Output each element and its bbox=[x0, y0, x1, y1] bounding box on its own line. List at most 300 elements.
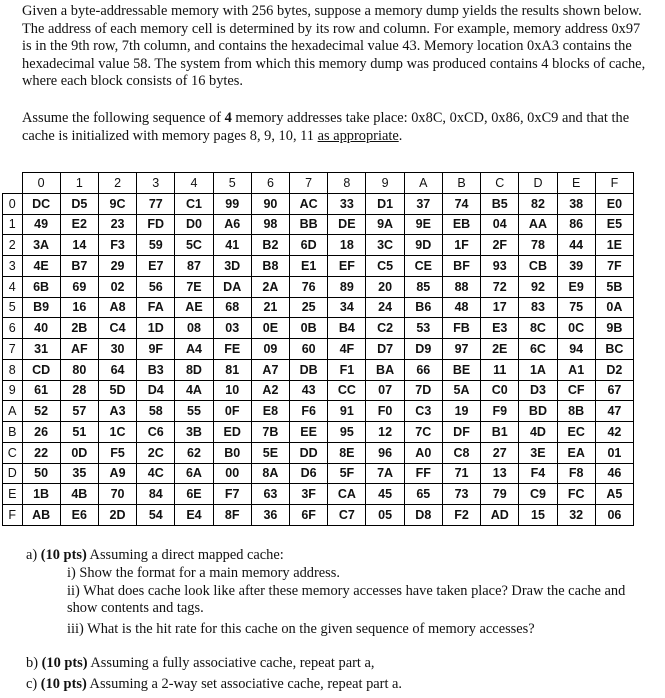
memory-cell: 1B bbox=[22, 484, 60, 505]
memory-cell: B3 bbox=[137, 359, 175, 380]
memory-cell: CC bbox=[328, 380, 366, 401]
question-c bbox=[26, 676, 402, 693]
memory-cell: 4A bbox=[175, 380, 213, 401]
memory-cell: 54 bbox=[137, 505, 175, 526]
memory-cell: 52 bbox=[22, 401, 60, 422]
row-header: E bbox=[3, 484, 23, 505]
memory-cell: 72 bbox=[481, 276, 519, 297]
memory-cell: F3 bbox=[98, 235, 136, 256]
memory-cell: 32 bbox=[557, 505, 595, 526]
memory-cell: 66 bbox=[404, 359, 442, 380]
assumption-text-end: . bbox=[398, 127, 403, 144]
memory-cell: 70 bbox=[98, 484, 136, 505]
column-header: 4 bbox=[175, 173, 213, 194]
memory-cell: 31 bbox=[22, 339, 60, 360]
memory-cell: DC bbox=[22, 193, 60, 214]
memory-cell: C4 bbox=[98, 318, 136, 339]
memory-cell: 5C bbox=[175, 235, 213, 256]
memory-cell: 15 bbox=[519, 505, 557, 526]
memory-cell: 45 bbox=[366, 484, 404, 505]
memory-cell: BA bbox=[366, 359, 404, 380]
memory-cell: FA bbox=[137, 297, 175, 318]
memory-cell: 80 bbox=[60, 359, 98, 380]
row-header: C bbox=[3, 442, 23, 463]
memory-cell: C8 bbox=[442, 442, 480, 463]
column-header-row bbox=[3, 173, 634, 194]
assumption-paragraph bbox=[22, 110, 650, 145]
memory-cell: B2 bbox=[251, 235, 289, 256]
memory-cell: 5B bbox=[595, 276, 633, 297]
column-header: 6 bbox=[251, 173, 289, 194]
question-a-i: i) Show the format for a main memory address. bbox=[67, 565, 340, 581]
memory-cell: 22 bbox=[22, 442, 60, 463]
memory-cell: 28 bbox=[60, 380, 98, 401]
memory-cell: F2 bbox=[442, 505, 480, 526]
memory-cell: 90 bbox=[251, 193, 289, 214]
memory-cell: 79 bbox=[481, 484, 519, 505]
question-a-text: Assuming a direct mapped cache: bbox=[86, 547, 284, 563]
memory-cell: B6 bbox=[404, 297, 442, 318]
table-row bbox=[3, 256, 634, 277]
memory-cell: 42 bbox=[595, 422, 633, 443]
memory-cell: E6 bbox=[60, 505, 98, 526]
memory-cell: 4E bbox=[22, 256, 60, 277]
memory-cell: 40 bbox=[22, 318, 60, 339]
memory-dump-table bbox=[2, 172, 634, 526]
memory-cell: 85 bbox=[404, 276, 442, 297]
memory-cell: B4 bbox=[328, 318, 366, 339]
memory-cell: 0D bbox=[60, 442, 98, 463]
memory-cell: 43 bbox=[290, 380, 328, 401]
memory-cell: 4D bbox=[519, 422, 557, 443]
memory-cell: B5 bbox=[481, 193, 519, 214]
memory-cell: D8 bbox=[404, 505, 442, 526]
memory-cell: 97 bbox=[442, 339, 480, 360]
memory-cell: BF bbox=[442, 256, 480, 277]
memory-cell: E8 bbox=[251, 401, 289, 422]
memory-cell: FE bbox=[213, 339, 251, 360]
question-a bbox=[26, 547, 284, 564]
memory-cell: 05 bbox=[366, 505, 404, 526]
memory-cell: 6A bbox=[175, 463, 213, 484]
memory-cell: 57 bbox=[60, 401, 98, 422]
memory-cell: 51 bbox=[60, 422, 98, 443]
memory-cell: BE bbox=[442, 359, 480, 380]
memory-cell: 02 bbox=[98, 276, 136, 297]
question-a-ii: ii) What does cache look like after these memory accesses have taken place? Draw the cache and show contents and tags. bbox=[67, 583, 626, 617]
memory-cell: 0F bbox=[213, 401, 251, 422]
memory-cell: 08 bbox=[175, 318, 213, 339]
memory-cell: 6B bbox=[22, 276, 60, 297]
row-header: F bbox=[3, 505, 23, 526]
memory-cell: 11 bbox=[481, 359, 519, 380]
memory-cell: 3F bbox=[290, 484, 328, 505]
memory-cell: 56 bbox=[137, 276, 175, 297]
memory-cell: 7C bbox=[404, 422, 442, 443]
memory-cell: 58 bbox=[137, 401, 175, 422]
memory-cell: CA bbox=[328, 484, 366, 505]
memory-cell: 2C bbox=[137, 442, 175, 463]
memory-cell: 5E bbox=[251, 442, 289, 463]
question-c-text: Assuming a 2-way set associative cache, repeat part a. bbox=[86, 676, 403, 692]
memory-cell: 34 bbox=[328, 297, 366, 318]
memory-cell: 5A bbox=[442, 380, 480, 401]
table-row bbox=[3, 193, 634, 214]
column-header: 3 bbox=[137, 173, 175, 194]
memory-cell: D0 bbox=[175, 214, 213, 235]
memory-cell: A6 bbox=[213, 214, 251, 235]
table-row bbox=[3, 339, 634, 360]
row-header: 1 bbox=[3, 214, 23, 235]
memory-cell: 83 bbox=[519, 297, 557, 318]
memory-cell: AC bbox=[290, 193, 328, 214]
memory-cell: 0B bbox=[290, 318, 328, 339]
memory-cell: F6 bbox=[290, 401, 328, 422]
memory-cell: 7D bbox=[404, 380, 442, 401]
memory-cell: 86 bbox=[557, 214, 595, 235]
table-row bbox=[3, 463, 634, 484]
question-b bbox=[26, 655, 374, 672]
table-row bbox=[3, 359, 634, 380]
column-header: A bbox=[404, 173, 442, 194]
memory-cell: 0C bbox=[557, 318, 595, 339]
memory-cell: 3D bbox=[213, 256, 251, 277]
memory-cell: 38 bbox=[557, 193, 595, 214]
memory-cell: CF bbox=[557, 380, 595, 401]
as-appropriate-phrase: as appropriate bbox=[317, 127, 399, 144]
memory-cell: 9F bbox=[137, 339, 175, 360]
memory-cell: B0 bbox=[213, 442, 251, 463]
memory-cell: 60 bbox=[290, 339, 328, 360]
table-row bbox=[3, 235, 634, 256]
memory-cell: 16 bbox=[60, 297, 98, 318]
memory-cell: AF bbox=[60, 339, 98, 360]
row-header: D bbox=[3, 463, 23, 484]
column-header: E bbox=[557, 173, 595, 194]
memory-cell: 76 bbox=[290, 276, 328, 297]
memory-cell: AD bbox=[481, 505, 519, 526]
memory-cell: 30 bbox=[98, 339, 136, 360]
memory-cell: 6E bbox=[175, 484, 213, 505]
question-b-text: Assuming a fully associative cache, repeat part a, bbox=[87, 655, 375, 671]
memory-cell: 4F bbox=[328, 339, 366, 360]
memory-cell: 81 bbox=[213, 359, 251, 380]
memory-cell: 26 bbox=[22, 422, 60, 443]
memory-cell: EA bbox=[557, 442, 595, 463]
memory-cell: 8D bbox=[175, 359, 213, 380]
row-header: 8 bbox=[3, 359, 23, 380]
table-row bbox=[3, 276, 634, 297]
memory-cell: 27 bbox=[481, 442, 519, 463]
memory-cell: 9D bbox=[404, 235, 442, 256]
assumption-text-start: Assume the following sequence of bbox=[22, 110, 225, 126]
memory-cell: 8A bbox=[251, 463, 289, 484]
memory-cell: 29 bbox=[98, 256, 136, 277]
question-b-label: b) bbox=[26, 655, 42, 671]
memory-cell: D3 bbox=[519, 380, 557, 401]
memory-cell: F1 bbox=[328, 359, 366, 380]
memory-cell: 19 bbox=[442, 401, 480, 422]
memory-cell: 2E bbox=[481, 339, 519, 360]
memory-cell: 4C bbox=[137, 463, 175, 484]
memory-cell: EE bbox=[290, 422, 328, 443]
memory-cell: D9 bbox=[404, 339, 442, 360]
memory-cell: F8 bbox=[557, 463, 595, 484]
table-row bbox=[3, 401, 634, 422]
memory-cell: A1 bbox=[557, 359, 595, 380]
memory-cell: 6F bbox=[290, 505, 328, 526]
memory-cell: FF bbox=[404, 463, 442, 484]
memory-cell: 65 bbox=[404, 484, 442, 505]
memory-cell: 89 bbox=[328, 276, 366, 297]
memory-cell: 8B bbox=[557, 401, 595, 422]
row-header: 9 bbox=[3, 380, 23, 401]
memory-cell: C3 bbox=[404, 401, 442, 422]
memory-cell: FD bbox=[137, 214, 175, 235]
table-corner bbox=[3, 173, 23, 194]
assumption-text-middle: memory addresses take place: 0x8C, 0xCD, 0x86, 0xC9 and that the cache is initialized with memory pages 8, 9, 10, 11 bbox=[22, 110, 630, 144]
memory-cell: CB bbox=[519, 256, 557, 277]
memory-cell: 03 bbox=[213, 318, 251, 339]
memory-cell: 7B bbox=[251, 422, 289, 443]
intro-paragraph: Given a byte-addressable memory with 256 bytes, suppose a memory dump yields the results shown below. The address of each memory cell is determined by its row and column. For example, memory address 0x97 is in the 9th row, 7th column, and contains the hexadecimal value 43. Memory location 0xA3 contains the hexadecimal value 58. The system from which this memory dump was produced contains 4 blocks of cache, where each block consists of 16 bytes. bbox=[22, 3, 646, 90]
memory-cell: B1 bbox=[481, 422, 519, 443]
memory-cell: 71 bbox=[442, 463, 480, 484]
memory-cell: 06 bbox=[595, 505, 633, 526]
memory-cell: DD bbox=[290, 442, 328, 463]
memory-cell: 41 bbox=[213, 235, 251, 256]
memory-cell: 24 bbox=[366, 297, 404, 318]
memory-cell: 09 bbox=[251, 339, 289, 360]
memory-cell: 35 bbox=[60, 463, 98, 484]
memory-cell: D7 bbox=[366, 339, 404, 360]
memory-cell: B7 bbox=[60, 256, 98, 277]
table-row bbox=[3, 297, 634, 318]
memory-cell: 1F bbox=[442, 235, 480, 256]
memory-cell: AE bbox=[175, 297, 213, 318]
memory-cell: A3 bbox=[98, 401, 136, 422]
table-row bbox=[3, 318, 634, 339]
memory-cell: A0 bbox=[404, 442, 442, 463]
memory-cell: 1A bbox=[519, 359, 557, 380]
memory-cell: 33 bbox=[328, 193, 366, 214]
memory-cell: 3E bbox=[519, 442, 557, 463]
memory-cell: 7E bbox=[175, 276, 213, 297]
memory-cell: E5 bbox=[595, 214, 633, 235]
memory-cell: BD bbox=[519, 401, 557, 422]
column-header: 2 bbox=[98, 173, 136, 194]
question-a-points: (10 pts) bbox=[40, 547, 87, 563]
memory-cell: 74 bbox=[442, 193, 480, 214]
memory-cell: 87 bbox=[175, 256, 213, 277]
memory-cell: 82 bbox=[519, 193, 557, 214]
memory-cell: DB bbox=[290, 359, 328, 380]
memory-cell: 75 bbox=[557, 297, 595, 318]
row-header: B bbox=[3, 422, 23, 443]
memory-cell: C0 bbox=[481, 380, 519, 401]
memory-cell: 95 bbox=[328, 422, 366, 443]
access-count: 4 bbox=[224, 110, 232, 126]
memory-cell: 8F bbox=[213, 505, 251, 526]
question-c-label: c) bbox=[26, 676, 41, 692]
memory-cell: 64 bbox=[98, 359, 136, 380]
memory-cell: 0E bbox=[251, 318, 289, 339]
memory-cell: 39 bbox=[557, 256, 595, 277]
memory-cell: 6C bbox=[519, 339, 557, 360]
memory-cell: 7F bbox=[595, 256, 633, 277]
memory-cell: AA bbox=[519, 214, 557, 235]
memory-cell: BC bbox=[595, 339, 633, 360]
memory-cell: 07 bbox=[366, 380, 404, 401]
memory-cell: D6 bbox=[290, 463, 328, 484]
memory-cell: 18 bbox=[328, 235, 366, 256]
memory-cell: 68 bbox=[213, 297, 251, 318]
memory-cell: 2F bbox=[481, 235, 519, 256]
memory-cell: EC bbox=[557, 422, 595, 443]
memory-cell: 62 bbox=[175, 442, 213, 463]
memory-cell: 91 bbox=[328, 401, 366, 422]
column-header: 0 bbox=[22, 173, 60, 194]
memory-cell: E7 bbox=[137, 256, 175, 277]
memory-cell: 04 bbox=[481, 214, 519, 235]
question-a-label: a) bbox=[26, 547, 41, 563]
column-header: 7 bbox=[290, 173, 328, 194]
row-header: 4 bbox=[3, 276, 23, 297]
memory-cell: 61 bbox=[22, 380, 60, 401]
memory-cell: C6 bbox=[137, 422, 175, 443]
row-header: 5 bbox=[3, 297, 23, 318]
memory-cell: 5D bbox=[98, 380, 136, 401]
memory-cell: 01 bbox=[595, 442, 633, 463]
memory-cell: 59 bbox=[137, 235, 175, 256]
memory-cell: 2B bbox=[60, 318, 98, 339]
table-row bbox=[3, 505, 634, 526]
memory-cell: 10 bbox=[213, 380, 251, 401]
row-header: 2 bbox=[3, 235, 23, 256]
memory-cell: 4B bbox=[60, 484, 98, 505]
memory-cell: 23 bbox=[98, 214, 136, 235]
memory-cell: A4 bbox=[175, 339, 213, 360]
memory-cell: C2 bbox=[366, 318, 404, 339]
table-row bbox=[3, 442, 634, 463]
memory-cell: A2 bbox=[251, 380, 289, 401]
memory-cell: F4 bbox=[519, 463, 557, 484]
memory-cell: 2D bbox=[98, 505, 136, 526]
memory-cell: 67 bbox=[595, 380, 633, 401]
column-header: B bbox=[442, 173, 480, 194]
memory-cell: 25 bbox=[290, 297, 328, 318]
memory-cell: 77 bbox=[137, 193, 175, 214]
row-header: 6 bbox=[3, 318, 23, 339]
memory-cell: F9 bbox=[481, 401, 519, 422]
memory-cell: 00 bbox=[213, 463, 251, 484]
memory-cell: 8C bbox=[519, 318, 557, 339]
memory-cell: 8E bbox=[328, 442, 366, 463]
memory-cell: 9A bbox=[366, 214, 404, 235]
memory-cell: 2A bbox=[251, 276, 289, 297]
memory-cell: 55 bbox=[175, 401, 213, 422]
memory-cell: 7A bbox=[366, 463, 404, 484]
row-header: 0 bbox=[3, 193, 23, 214]
memory-cell: 98 bbox=[251, 214, 289, 235]
memory-cell: 3B bbox=[175, 422, 213, 443]
memory-cell: D4 bbox=[137, 380, 175, 401]
memory-cell: 9C bbox=[98, 193, 136, 214]
row-header: 3 bbox=[3, 256, 23, 277]
row-header: 7 bbox=[3, 339, 23, 360]
memory-cell: 94 bbox=[557, 339, 595, 360]
memory-cell: B9 bbox=[22, 297, 60, 318]
memory-cell: D2 bbox=[595, 359, 633, 380]
memory-cell: C5 bbox=[366, 256, 404, 277]
memory-cell: 36 bbox=[251, 505, 289, 526]
memory-cell: 63 bbox=[251, 484, 289, 505]
column-header: 8 bbox=[328, 173, 366, 194]
table-row bbox=[3, 214, 634, 235]
memory-cell: E3 bbox=[481, 318, 519, 339]
memory-cell: 69 bbox=[60, 276, 98, 297]
table-row bbox=[3, 380, 634, 401]
memory-cell: C1 bbox=[175, 193, 213, 214]
memory-cell: A9 bbox=[98, 463, 136, 484]
memory-cell: E1 bbox=[290, 256, 328, 277]
memory-cell: 50 bbox=[22, 463, 60, 484]
memory-cell: CD bbox=[22, 359, 60, 380]
memory-cell: 47 bbox=[595, 401, 633, 422]
memory-cell: 3C bbox=[366, 235, 404, 256]
memory-cell: 3A bbox=[22, 235, 60, 256]
memory-cell: 0A bbox=[595, 297, 633, 318]
memory-cell: BB bbox=[290, 214, 328, 235]
memory-cell: B8 bbox=[251, 256, 289, 277]
memory-cell: DF bbox=[442, 422, 480, 443]
memory-cell: 96 bbox=[366, 442, 404, 463]
memory-cell: F7 bbox=[213, 484, 251, 505]
column-header: D bbox=[519, 173, 557, 194]
memory-cell: 46 bbox=[595, 463, 633, 484]
column-header: 5 bbox=[213, 173, 251, 194]
memory-cell: 73 bbox=[442, 484, 480, 505]
memory-cell: 6D bbox=[290, 235, 328, 256]
row-header: A bbox=[3, 401, 23, 422]
table-row bbox=[3, 422, 634, 443]
memory-cell: 49 bbox=[22, 214, 60, 235]
memory-cell: 48 bbox=[442, 297, 480, 318]
memory-cell: DA bbox=[213, 276, 251, 297]
memory-cell: 13 bbox=[481, 463, 519, 484]
memory-cell: 78 bbox=[519, 235, 557, 256]
memory-cell: AB bbox=[22, 505, 60, 526]
memory-cell: D1 bbox=[366, 193, 404, 214]
memory-cell: E0 bbox=[595, 193, 633, 214]
memory-cell: ED bbox=[213, 422, 251, 443]
memory-cell: C9 bbox=[519, 484, 557, 505]
memory-cell: 92 bbox=[519, 276, 557, 297]
memory-cell: 1D bbox=[137, 318, 175, 339]
memory-cell: 53 bbox=[404, 318, 442, 339]
memory-cell: A5 bbox=[595, 484, 633, 505]
column-header: 1 bbox=[60, 173, 98, 194]
memory-cell: 9B bbox=[595, 318, 633, 339]
memory-cell: 1E bbox=[595, 235, 633, 256]
memory-cell: 44 bbox=[557, 235, 595, 256]
memory-cell: 17 bbox=[481, 297, 519, 318]
memory-cell: 5F bbox=[328, 463, 366, 484]
memory-cell: 84 bbox=[137, 484, 175, 505]
memory-cell: F5 bbox=[98, 442, 136, 463]
memory-cell: 14 bbox=[60, 235, 98, 256]
memory-cell: D5 bbox=[60, 193, 98, 214]
